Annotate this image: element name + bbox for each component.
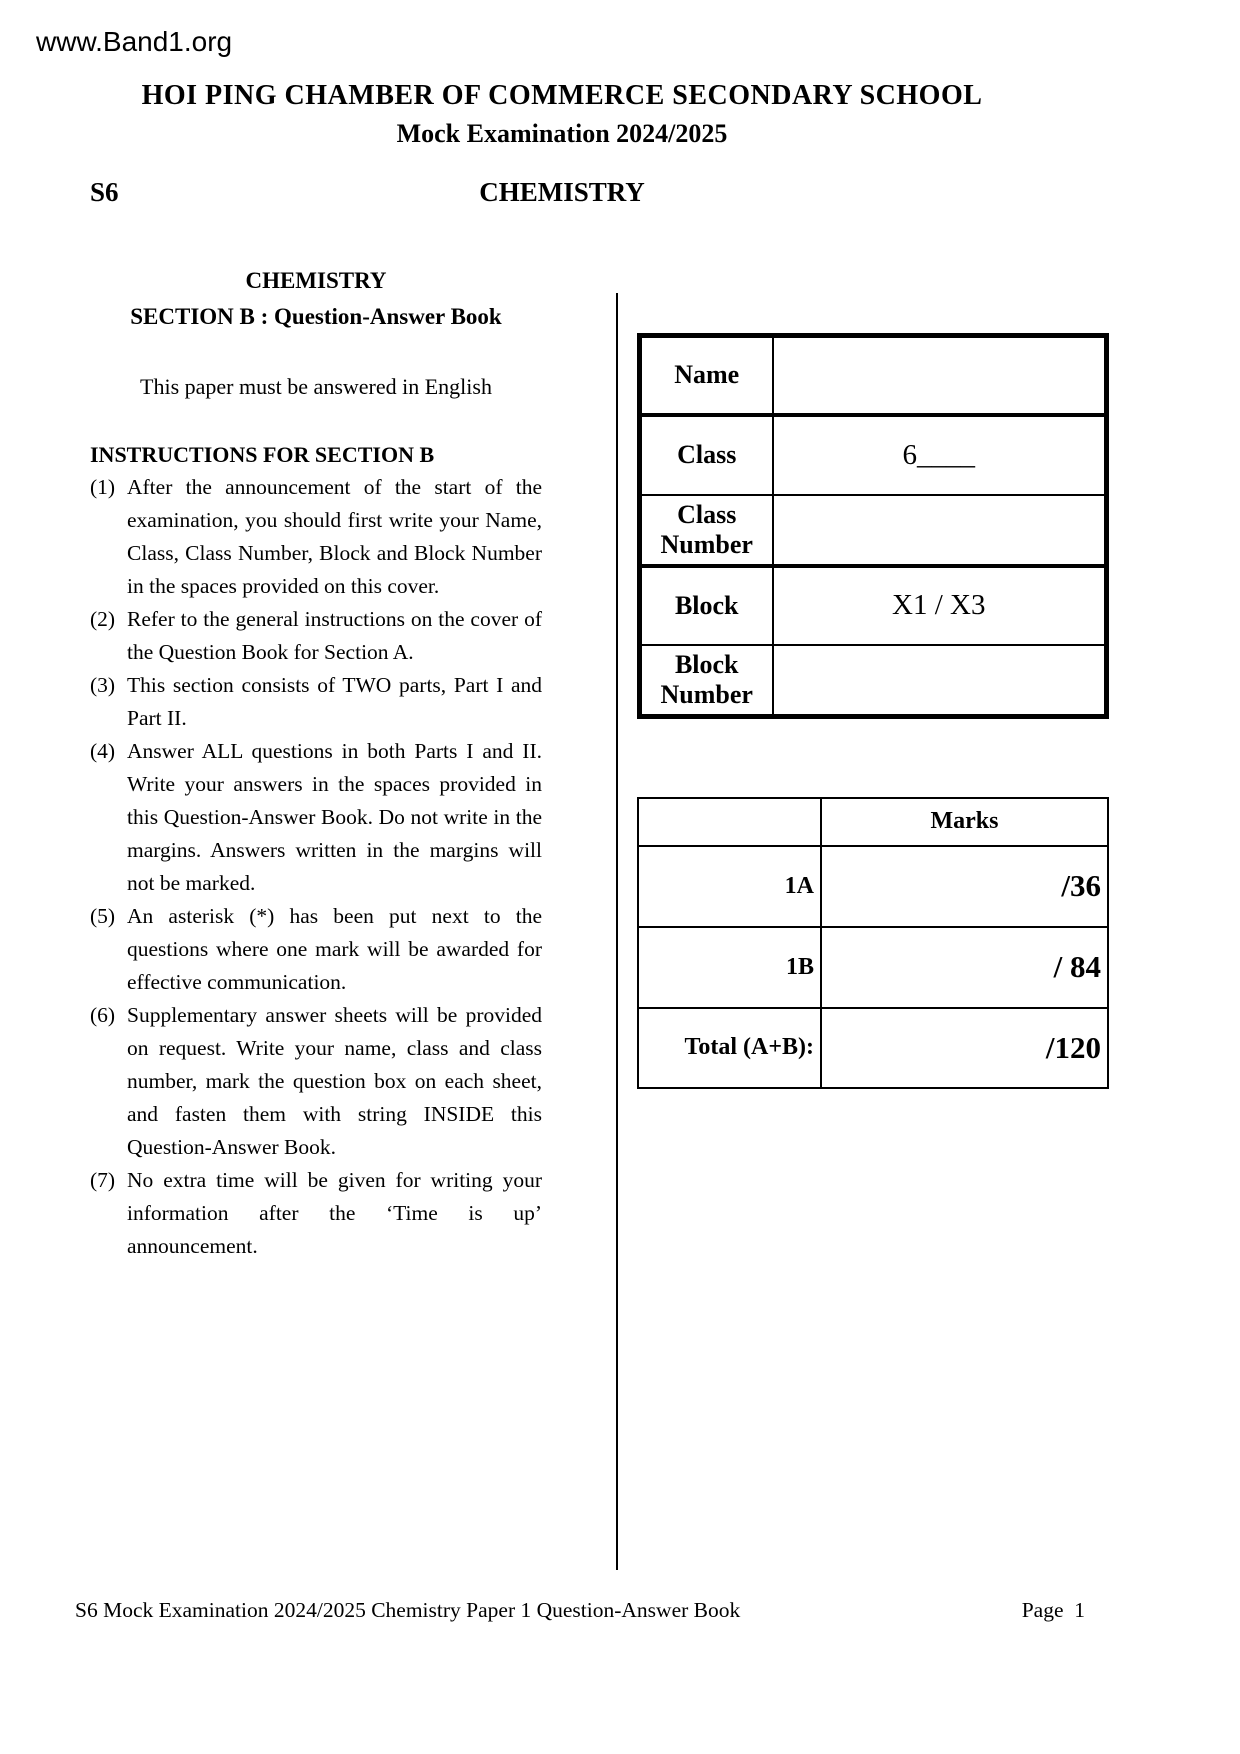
instruction-text: An asterisk (*) has been put next to the questions where one mark will be awarded for effective communication. — [127, 904, 542, 994]
instruction-number: (6) — [90, 1003, 116, 1027]
language-note: This paper must be answered in English — [140, 374, 492, 399]
instruction-number: (2) — [90, 607, 116, 631]
marks-row-1b-value: / 84 — [821, 927, 1108, 1008]
instruction-text: Refer to the general instructions on the cover of the Question Book for Section A. — [127, 607, 542, 664]
subject-title: CHEMISTRY — [479, 177, 645, 207]
table-row — [640, 336, 1107, 415]
table-row — [640, 495, 1107, 566]
table-row — [638, 1008, 1108, 1088]
table-row — [640, 415, 1107, 495]
block-number-label: Block Number — [640, 645, 773, 717]
table-row — [640, 566, 1107, 645]
instruction-item — [90, 999, 542, 1164]
marks-table — [637, 797, 1109, 1089]
school-name: HOI PING CHAMBER OF COMMERCE SECONDARY SCHOOL — [141, 80, 983, 111]
instruction-number: (4) — [90, 739, 116, 763]
marks-header: Marks — [821, 798, 1108, 846]
block-value-field: X1 / X3 — [773, 566, 1107, 645]
table-row — [638, 927, 1108, 1008]
class-number-label: Class Number — [640, 495, 773, 566]
forms-column — [637, 333, 1109, 1089]
exam-title: Mock Examination 2024/2025 — [396, 119, 728, 148]
instruction-number: (3) — [90, 673, 116, 697]
instructions-column — [90, 268, 542, 1263]
block-label: Block — [640, 566, 773, 645]
instruction-item — [90, 603, 542, 669]
instruction-text: After the announcement of the start of the examination, you should first write your Name, Class, Class Number, Block and Block Number in the spaces provided on this cover. — [127, 475, 542, 598]
instruction-list — [90, 471, 542, 1263]
instruction-text: Supplementary answer sheets will be provided on request. Write your name, class and class number, mark the question box on each sheet, and fasten them with string INSIDE this Question-Answer Book. — [127, 1003, 542, 1159]
instruction-number: (5) — [90, 904, 116, 928]
instruction-text: No extra time will be given for writing your information after the ‘Time is up’ announcement. — [127, 1168, 542, 1258]
instruction-number: (7) — [90, 1168, 116, 1192]
instruction-number: (1) — [90, 475, 116, 499]
instruction-item — [90, 471, 542, 603]
page-header — [0, 80, 1124, 208]
instruction-item — [90, 669, 542, 735]
page-footer — [75, 1598, 1085, 1623]
footer-text: S6 Mock Examination 2024/2025 Chemistry Paper 1 Question-Answer Book — [75, 1598, 741, 1622]
page-number: Page 1 — [1021, 1598, 1085, 1622]
instruction-item — [90, 1164, 542, 1263]
watermark-url: www.Band1.org — [36, 26, 233, 57]
block-number-value-field — [773, 645, 1107, 717]
class-number-value-field — [773, 495, 1107, 566]
marks-row-1a-label: 1A — [638, 846, 821, 927]
form-level: S6 — [90, 177, 119, 207]
name-value-field — [773, 336, 1107, 415]
marks-total-value: /120 — [821, 1008, 1108, 1088]
instruction-item — [90, 735, 542, 900]
table-row — [638, 798, 1108, 846]
section-subject: CHEMISTRY — [245, 268, 387, 293]
table-row — [638, 846, 1108, 927]
student-info-table — [637, 333, 1109, 719]
marks-row-1b-label: 1B — [638, 927, 821, 1008]
name-label: Name — [640, 336, 773, 415]
class-value-field: 6____ — [773, 415, 1107, 495]
marks-total-label: Total (A+B): — [638, 1008, 821, 1088]
instructions-heading: INSTRUCTIONS FOR SECTION B — [90, 442, 435, 467]
column-divider-line — [616, 293, 618, 1570]
marks-row-1a-value: /36 — [821, 846, 1108, 927]
class-label: Class — [640, 415, 773, 495]
instruction-text: This section consists of TWO parts, Part I and Part II. — [127, 673, 542, 730]
instruction-text: Answer ALL questions in both Parts I and II. Write your answers in the spaces provided in this Question-Answer Book. Do not write in the margins. Answers written in the margins will not be marked. — [127, 739, 542, 895]
subject-line — [0, 177, 1124, 208]
section-title: SECTION B : Question-Answer Book — [130, 304, 502, 329]
instruction-item — [90, 900, 542, 999]
marks-header-empty-cell — [638, 798, 821, 846]
table-row — [640, 645, 1107, 717]
